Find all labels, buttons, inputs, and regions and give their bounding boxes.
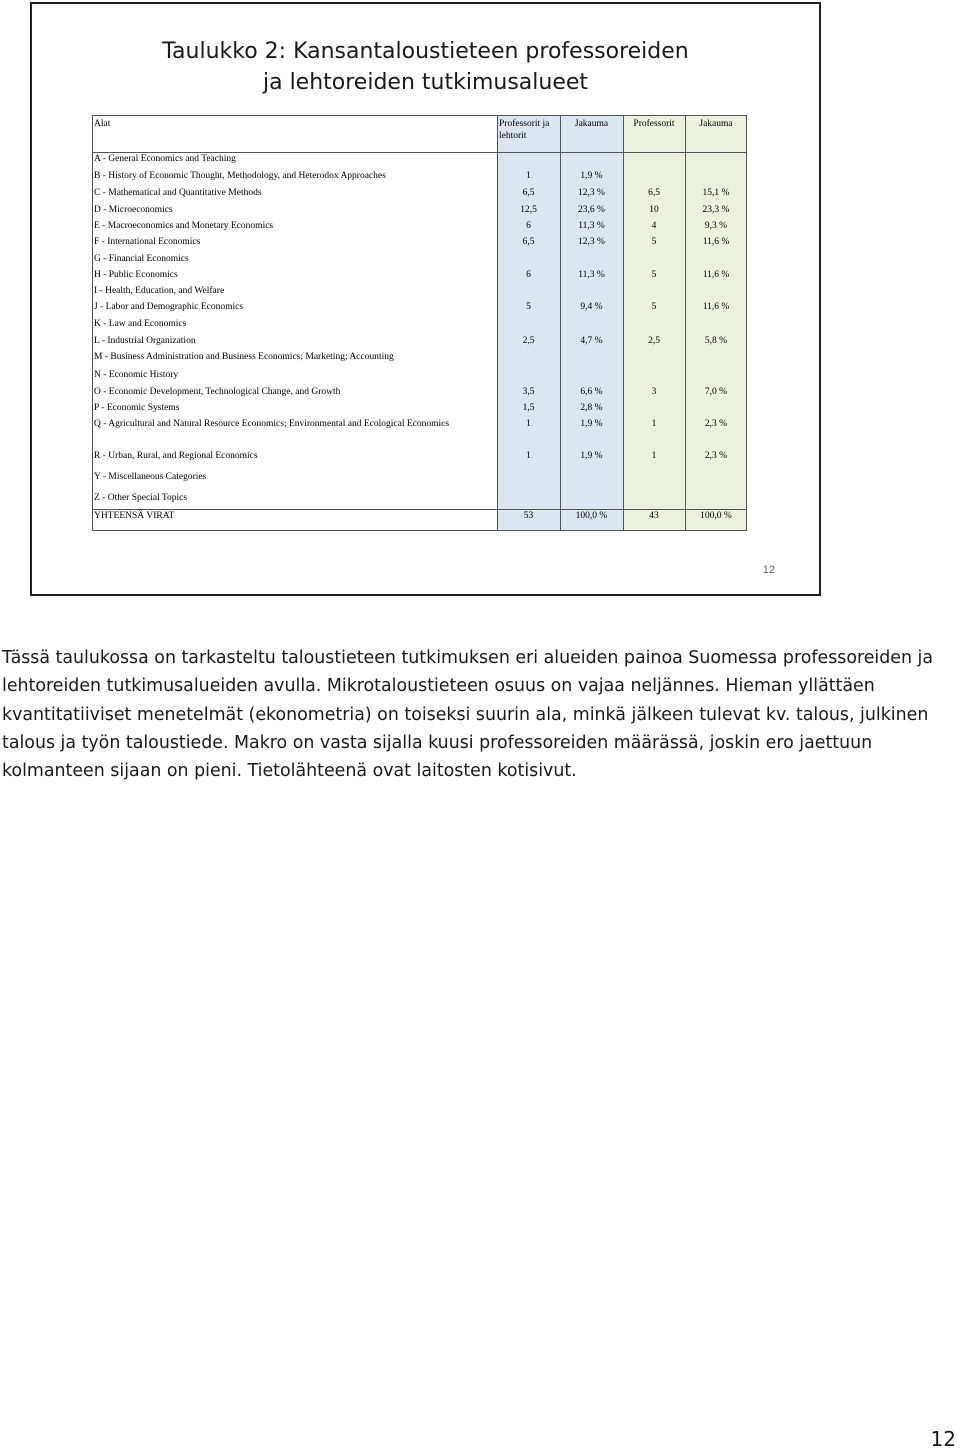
table-cell-share: 1,9 % xyxy=(580,419,603,429)
table-cell-professors: 5 xyxy=(651,237,657,247)
table-cell-share: 12,3 % xyxy=(578,237,605,247)
table-cell-share: 15,1 % xyxy=(702,188,730,198)
table-column-border xyxy=(746,115,747,531)
table-cell-share: 6,6 % xyxy=(580,387,603,397)
table-cell-professors-lecturers: 6,5 xyxy=(522,188,535,198)
table-cell-share: 9,4 % xyxy=(580,302,603,312)
research-areas-table xyxy=(92,115,747,531)
table-header-professors-lecturers: Professorit ja lehtorit xyxy=(499,119,550,141)
table-cell-share: 1,9 % xyxy=(580,451,603,461)
table-row-field: R - Urban, Rural, and Regional Economics xyxy=(94,451,258,461)
table-row-field: P - Economic Systems xyxy=(94,403,180,413)
table-total-label: YHTEENSÄ VIRAT xyxy=(94,511,175,521)
table-header-professors: Professorit xyxy=(633,119,675,129)
table-row-field: M - Business Administration and Business Economics; Marketing; Accounting xyxy=(94,352,394,362)
table-cell-share: 12,3 % xyxy=(578,188,605,198)
table-cell-share: 11,6 % xyxy=(702,302,730,312)
table-row-field: I - Health, Education, and Welfare xyxy=(94,286,225,296)
table-cell-professors-lecturers: 12,5 xyxy=(520,205,537,215)
table-total-share: 100,0 % xyxy=(700,511,732,521)
table-row-field: F - International Economics xyxy=(94,237,201,247)
table-row-field: L - Industrial Organization xyxy=(94,336,196,346)
table-cell-professors-lecturers: 1 xyxy=(526,171,531,181)
table-cell-professors: 5 xyxy=(651,270,657,280)
table-cell-professors-lecturers: 3,5 xyxy=(522,387,535,397)
table-row-field: O - Economic Development, Technological Change, and Growth xyxy=(94,387,341,397)
slide-frame xyxy=(30,2,821,596)
slide-title xyxy=(32,36,819,98)
table-row-field: D - Microeconomics xyxy=(94,205,173,215)
table-row-field: C - Mathematical and Quantitative Methods xyxy=(94,188,262,198)
table-cell-share: 4,7 % xyxy=(580,336,603,346)
table-cell-share: 7,0 % xyxy=(704,387,728,397)
table-row-field: K - Law and Economics xyxy=(94,319,187,329)
table-cell-share: 11,3 % xyxy=(578,221,605,231)
table-cell-share: 11,3 % xyxy=(578,270,605,280)
table-cell-share: 2,3 % xyxy=(704,451,728,461)
table-column-border xyxy=(92,115,93,531)
table-cell-professors-lecturers: 1 xyxy=(526,451,531,461)
table-cell-share: 23,3 % xyxy=(702,205,730,215)
table-cell-professors: 2,5 xyxy=(648,336,660,346)
table-header-field: Alat xyxy=(94,119,111,129)
table-cell-share: 9,3 % xyxy=(704,221,728,231)
table-cell-share: 2,3 % xyxy=(704,419,728,429)
table-top-border xyxy=(92,115,747,116)
slide-page-number: 12 xyxy=(762,564,775,576)
table-bottom-border xyxy=(92,530,747,531)
table-cell-professors-lecturers: 2,5 xyxy=(522,336,535,346)
table-cell-share: 1,9 % xyxy=(580,171,603,181)
table-cell-professors-lecturers: 1,5 xyxy=(522,403,535,413)
table-cell-professors: 4 xyxy=(651,221,657,231)
table-cell-professors: 1 xyxy=(651,419,657,429)
table-header-share: Jakauma xyxy=(699,119,733,129)
table-cell-professors: 1 xyxy=(651,451,657,461)
table-row-field: H - Public Economics xyxy=(94,270,178,280)
table-cell-share: 5,8 % xyxy=(704,336,728,346)
table-row-field: Q - Agricultural and Natural Resource Economics; Environmental and Ecological Economics xyxy=(94,419,450,429)
table-row-field: B - History of Economic Thought, Methodology, and Heterodox Approaches xyxy=(94,171,386,181)
table-cell-professors: 10 xyxy=(649,205,659,215)
table-cell-share: 11,6 % xyxy=(702,237,730,247)
table-row-field: A - General Economics and Teaching xyxy=(94,154,236,164)
slide-title-line-1: Taulukko 2: Kansantaloustieteen professoreiden xyxy=(162,39,689,64)
table-row-field: E - Macroeconomics and Monetary Economics xyxy=(94,221,274,231)
speaker-notes: Tässä taulukossa on tarkasteltu taloustieteen tutkimuksen eri alueiden painoa Suomessa professoreiden ja lehtoreiden tutkimusalueiden avulla. Mikrotaloustieteen osuus on vajaa neljännes. Hieman yllättäen kvantitatiiviset menetelmät (ekonometria) on toiseksi suurin ala, minkä jälkeen tulevat kv. talous, julkinen talous ja työn taloustiede. Makro on vasta sijalla kuusi professoreiden määrässä, joskin ero jaettuun kolmanteen sijaan on pieni. Tietolähteenä ovat laitosten kotisivut. xyxy=(2,648,934,782)
table-row-field: N - Economic History xyxy=(94,370,179,380)
table-cell-professors: 3 xyxy=(651,387,657,397)
table-cell-professors: 6,5 xyxy=(648,188,660,198)
table-cell-professors-lecturers: 6,5 xyxy=(522,237,535,247)
table-total-professors: 43 xyxy=(649,511,659,521)
table-cell-professors-lecturers: 6 xyxy=(526,221,531,231)
table-total-share: 100,0 % xyxy=(575,511,608,521)
table-row-field: Y - Miscellaneous Categories xyxy=(94,472,207,482)
table-cell-share: 2,8 % xyxy=(580,403,603,413)
table-row-field: J - Labor and Demographic Economics xyxy=(94,302,244,312)
table-cell-professors-lecturers: 1 xyxy=(526,419,531,429)
table-cell-share: 11,6 % xyxy=(702,270,730,280)
table-cell-share: 23,6 % xyxy=(578,205,605,215)
table-row-field: Z - Other Special Topics xyxy=(94,493,188,503)
page-number: 12 xyxy=(930,1427,956,1451)
table-column-border xyxy=(685,115,686,531)
table-cell-professors: 5 xyxy=(651,302,657,312)
slide-title-line-2: ja lehtoreiden tutkimusalueet xyxy=(262,70,589,95)
table-cell-professors-lecturers: 5 xyxy=(526,302,531,312)
table-total-professors-lecturers: 53 xyxy=(523,511,534,521)
table-cell-professors-lecturers: 6 xyxy=(526,270,531,280)
table-row-field: G - Financial Economics xyxy=(94,254,189,264)
table-header-share: Jakauma xyxy=(574,119,609,129)
